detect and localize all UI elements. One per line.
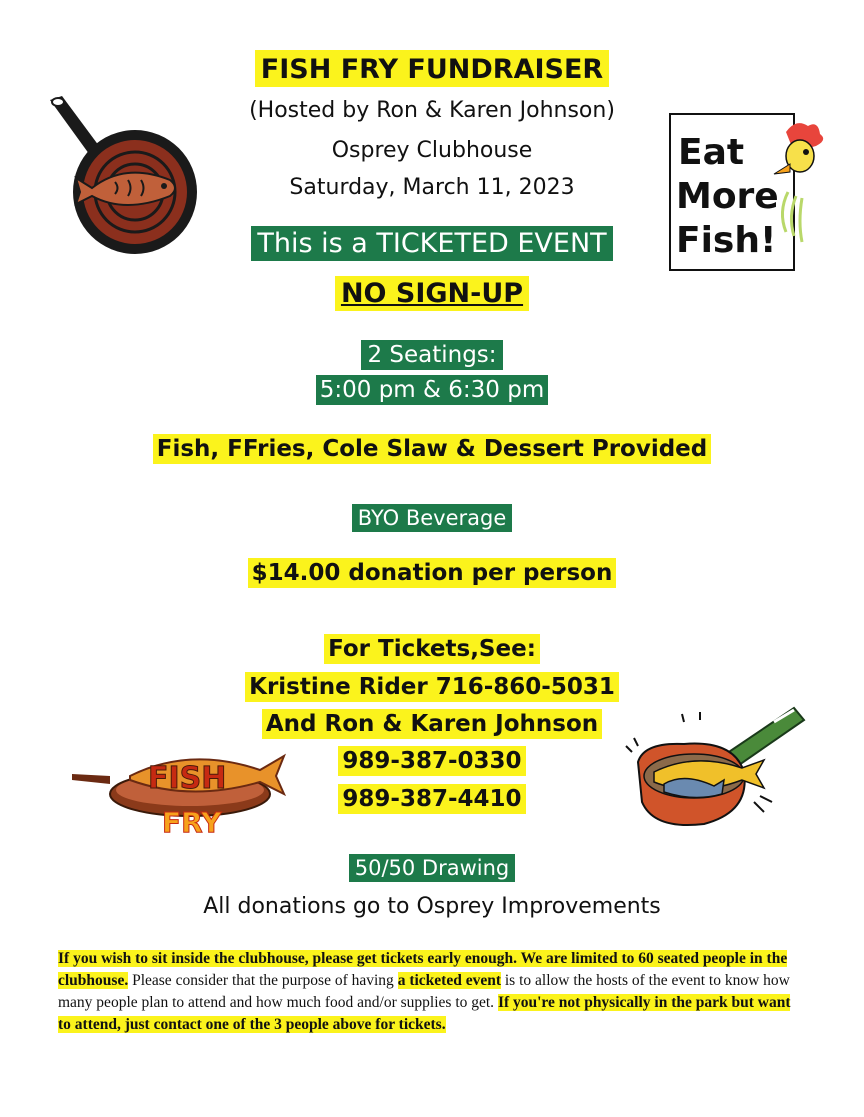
footer-text-2: is to allow the hosts of the event to know how many people plan to attend and how much food and/or supplies to get. [58, 972, 790, 1011]
host-text: (Hosted by Ron & Karen Johnson) [249, 98, 615, 123]
price-text: $14.00 donation per person [248, 558, 617, 588]
seatings-label [0, 340, 864, 370]
drawing-text: 50/50 Drawing [349, 854, 516, 882]
footer-bold-1: If you wish to sit inside the clubhouse, please get tickets early enough. We are limited to 60 seated people in the clubhouse. [58, 950, 788, 989]
seatings-label-text: 2 Seatings: [361, 340, 502, 370]
venue-text: Osprey Clubhouse [331, 138, 533, 163]
eat-more-fish-icon [668, 112, 828, 272]
donations-line [0, 894, 864, 919]
menu-text: Fish, FFries, Cole Slaw & Dessert Provided [153, 434, 712, 464]
donations-text: All donations go to Osprey Improvements [203, 894, 661, 919]
footer-paragraph [58, 948, 798, 1036]
more-word: More [676, 176, 779, 217]
frying-pan-fish-icon [40, 92, 200, 262]
contact-2-text: And Ron & Karen Johnson [262, 709, 602, 739]
event-title [0, 50, 864, 87]
beverage-line [0, 504, 864, 532]
no-signup-notice [0, 276, 864, 311]
no-signup-text: NO SIGN-UP [335, 276, 529, 311]
fish-word: Fish! [676, 220, 777, 261]
pan-fish-icon [624, 702, 814, 852]
phone-2-text: 989-387-4410 [338, 784, 525, 814]
tickets-label-text: For Tickets,See: [324, 634, 540, 664]
footer-bold-2: a ticketed event [397, 972, 501, 989]
fish-logo-word: FISH [148, 761, 227, 796]
beverage-text: BYO Beverage [352, 504, 513, 532]
menu-line [0, 434, 864, 464]
phone-1-text: 989-387-0330 [338, 746, 525, 776]
eat-word: Eat [678, 132, 745, 173]
contact-1-text: Kristine Rider 716-860-5031 [245, 672, 619, 702]
drawing-line [0, 854, 864, 882]
ticketed-text: This is a TICKETED EVENT [251, 226, 612, 261]
fish-fry-logo-icon [70, 736, 290, 846]
event-title-text: FISH FRY FUNDRAISER [255, 50, 609, 87]
price-line [0, 558, 864, 588]
fry-logo-word: FRY [162, 806, 222, 839]
date-text: Saturday, March 11, 2023 [289, 175, 575, 200]
contact-1 [0, 672, 864, 702]
footer-bold-3: If you're not physically in the park but want to attend, just contact one of the 3 people above for tickets. [58, 994, 791, 1033]
tickets-label [0, 634, 864, 664]
seatings-times [0, 375, 864, 405]
seatings-times-text: 5:00 pm & 6:30 pm [316, 375, 549, 405]
footer-text-1: Please consider that the purpose of having [128, 972, 398, 989]
